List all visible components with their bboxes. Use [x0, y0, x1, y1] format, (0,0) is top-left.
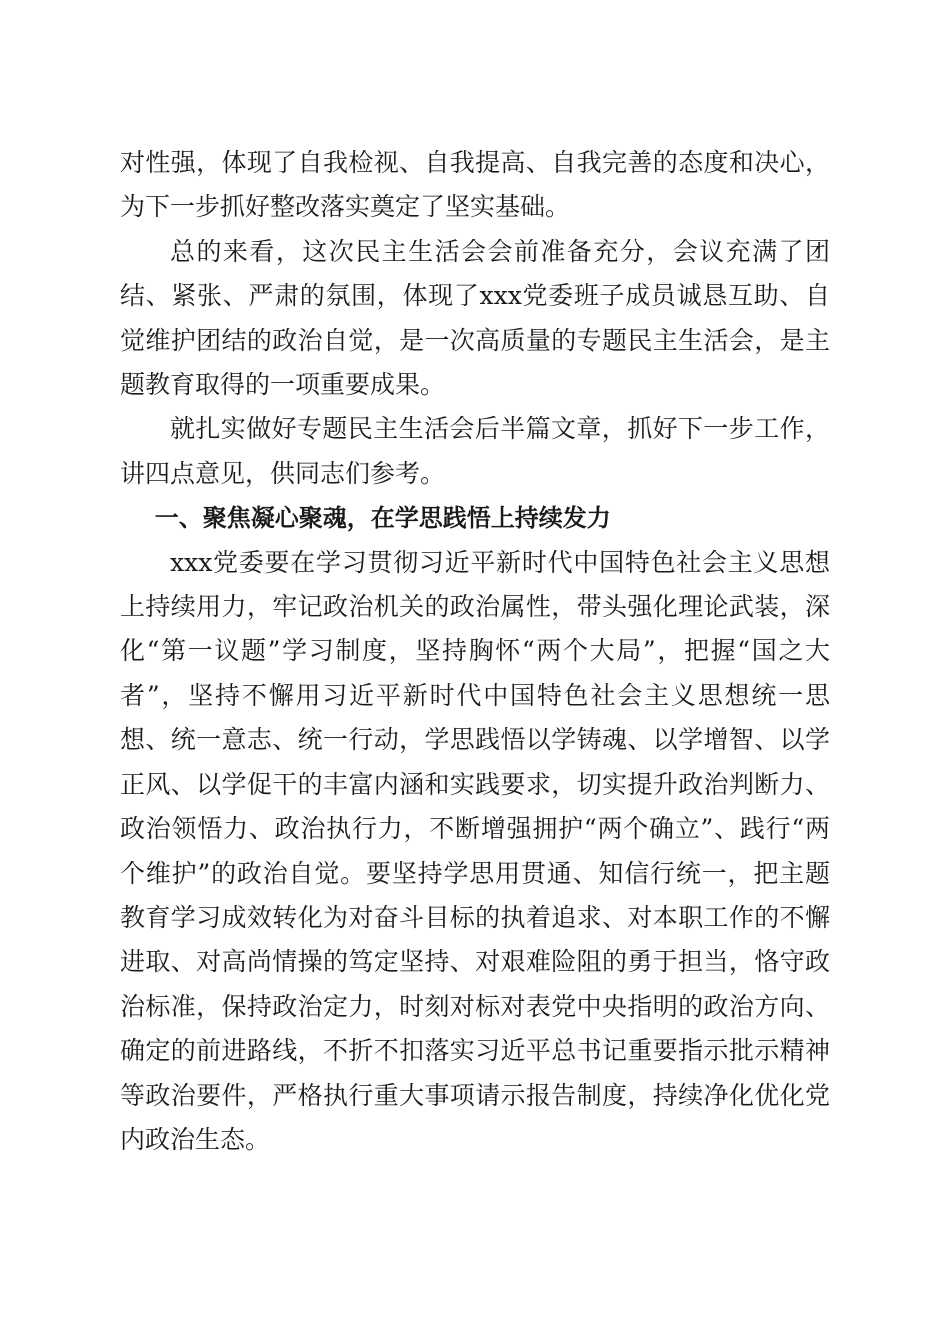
document-body	[120, 141, 830, 1162]
paragraph-section-1-body: xxx党委要在学习贯彻习近平新时代中国特色社会主义思想上持续用力，牢记政治机关的政治属性，带头强化理论武装，深化“第一议题”学习制度，坚持胸怀“两个大局”，把握“国之大者”，坚持不懈用习近平新时代中国特色社会主义思想统一思想、统一意志、统一行动，学思践悟以学铸魂、以学增智、以学正风、以学促干的丰富内涵和实践要求，切实提升政治判断力、政治领悟力、政治执行力，不断增强拥护“两个确立”、践行“两个维护”的政治自觉。要坚持学思用贯通、知信行统一，把主题教育学习成效转化为对奋斗目标的执着追求、对本职工作的不懈进取、对高尚情操的笃定坚持、对艰难险阻的勇于担当，恪守政治标准，保持政治定力，时刻对标对表党中央指明的政治方向、确定的前进路线，不折不扣落实习近平总书记重要指示批示精神等政治要件，严格执行重大事项请示报告制度，持续净化优化党内政治生态。	[120, 547, 830, 1154]
paragraph-summary: 总的来看，这次民主生活会会前准备充分，会议充满了团结、紧张、严肃的氛围，体现了xxx党委班子成员诚恳互助、自觉维护团结的政治自觉，是一次高质量的专题民主生活会，是主题教育取得的一项重要成果。	[120, 236, 830, 400]
paragraph-continuation: 对性强，体现了自我检视、自我提高、自我完善的态度和决心，为下一步抓好整改落实奠定了坚实基础。	[120, 148, 830, 222]
paragraph-intro-points: 就扎实做好专题民主生活会后半篇文章，抓好下一步工作，讲四点意见，供同志们参考。	[120, 414, 830, 488]
section-heading-1: 一、聚焦凝心聚魂，在学思践悟上持续发力	[154, 504, 611, 533]
